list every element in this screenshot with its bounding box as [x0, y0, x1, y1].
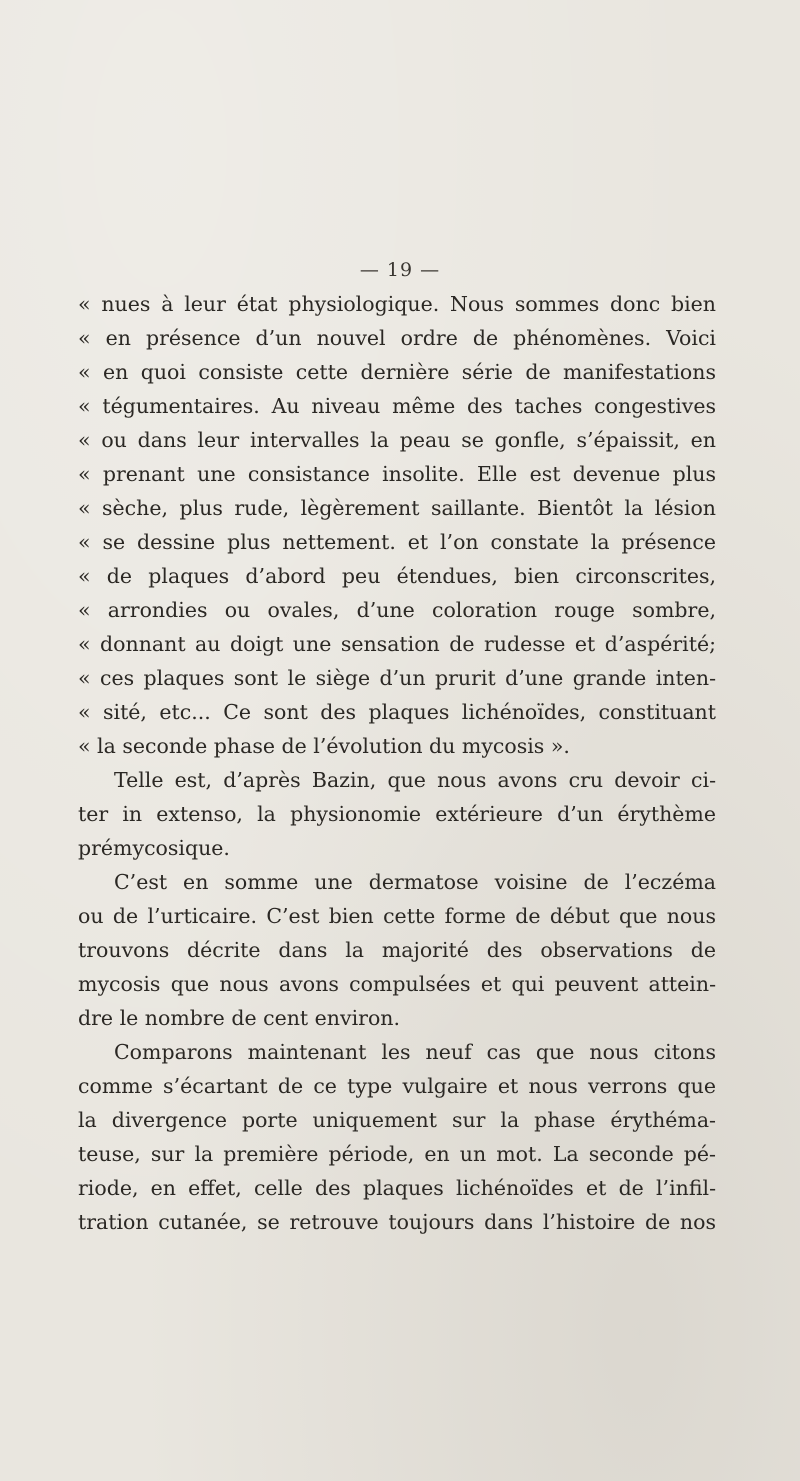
body-text [78, 287, 716, 1239]
text-line: « sèche, plus rude, lègèrement saillante. Bientôt la lésion [78, 496, 716, 520]
text-line: ter in extenso, la physionomie extérieure d’un érythème [78, 802, 716, 826]
text-line: teuse, sur la première période, en un mot. La seconde pé- [78, 1142, 716, 1166]
text-line: « tégumentaires. Au niveau même des taches congestives [78, 394, 716, 418]
text-line: « arrondies ou ovales, d’une coloration rouge sombre, [78, 598, 716, 622]
text-line: Telle est, d’après Bazin, que nous avons cru devoir ci- [114, 768, 716, 792]
text-line: « prenant une consistance insolite. Elle est devenue plus [78, 462, 716, 486]
text-line: mycosis que nous avons compulsées et qui peuvent attein- [78, 972, 716, 996]
text-line: riode, en effet, celle des plaques lichénoïdes et de l’infil- [78, 1176, 716, 1200]
text-line: « en présence d’un nouvel ordre de phénomènes. Voici [78, 326, 716, 350]
text-line: ou de l’urticaire. C’est bien cette forme de début que nous [78, 904, 716, 928]
text-line: « donnant au doigt une sensation de rudesse et d’aspérité; [78, 632, 716, 656]
text-line: prémycosique. [78, 836, 230, 860]
quote-paragraph [78, 287, 716, 763]
text-line: « en quoi consiste cette dernière série de manifestations [78, 360, 716, 384]
text-line: « sité, etc... Ce sont des plaques lichénoïdes, constituant [78, 700, 716, 724]
text-line: Comparons maintenant les neuf cas que nous citons [114, 1040, 716, 1064]
paragraph [78, 865, 716, 1035]
text-line: « de plaques d’abord peu étendues, bien circonscrites, [78, 564, 716, 588]
text-line: comme s’écartant de ce type vulgaire et nous verrons que [78, 1074, 716, 1098]
text-line: la divergence porte uniquement sur la phase érythéma- [78, 1108, 716, 1132]
text-line: trouvons décrite dans la majorité des observations de [78, 938, 716, 962]
text-line: « la seconde phase de l’évolution du mycosis ». [78, 734, 570, 758]
text-line: dre le nombre de cent environ. [78, 1006, 401, 1030]
text-line: tration cutanée, se retrouve toujours dans l’histoire de nos [78, 1210, 716, 1234]
page-number: — 19 — [359, 259, 441, 281]
paragraph [78, 763, 716, 865]
text-line: « se dessine plus nettement. et l’on constate la présence [78, 530, 716, 554]
text-line: « ou dans leur intervalles la peau se gonfle, s’épaissit, en [78, 428, 716, 452]
text-line: C’est en somme une dermatose voisine de l’eczéma [114, 870, 716, 894]
paragraph [78, 1035, 716, 1239]
text-line: « nues à leur état physiologique. Nous sommes donc bien [78, 292, 716, 316]
text-line: « ces plaques sont le siège d’un prurit d’une grande inten- [78, 666, 716, 690]
